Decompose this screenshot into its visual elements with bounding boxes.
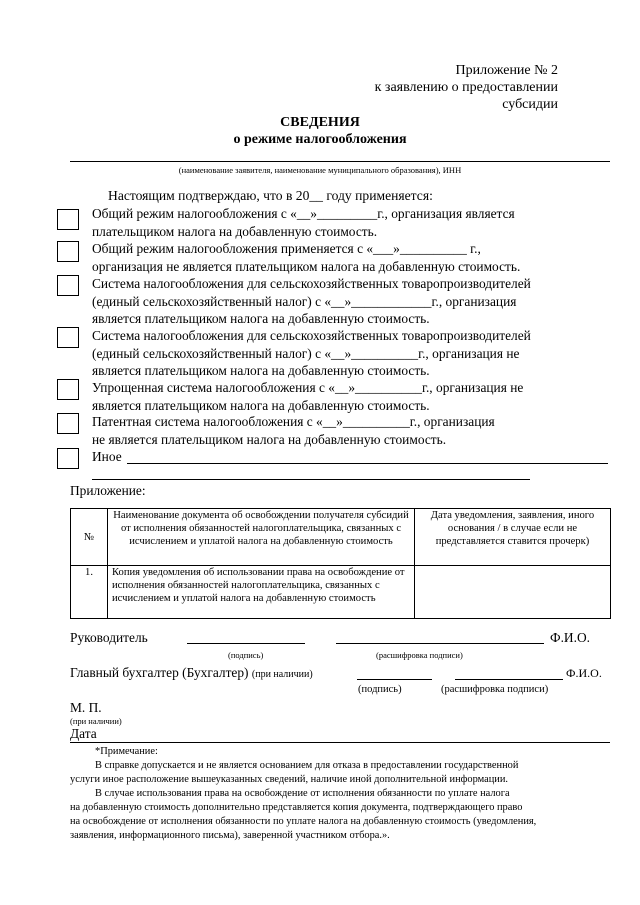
- applicant-caption: (наименование заявителя, наименование муниципального образования), ИНН: [178, 165, 462, 175]
- checkbox-general-vat-payer[interactable]: [57, 209, 79, 230]
- note-title: *Примечание:: [95, 746, 158, 757]
- note-line: заявления, информационного письма), заверенной участником отбора.».: [70, 830, 390, 841]
- option-esn-non-vat: Система налогообложения для сельскохозяйственных товаропроизводителей (единый сельскохозяйственный налог) с «__»__________г., организация не является плательщиком налога на добавленную стоимость.: [92, 328, 531, 378]
- accountant-label: Главный бухгалтер (Бухгалтер) (при наличии): [70, 665, 313, 680]
- table-row: [71, 566, 611, 619]
- head-label: Руководитель: [70, 630, 148, 645]
- option-general-vat-payer: Общий режим налогообложения с «__»_________г., организация является плательщиком налога на добавленную стоимость.: [92, 206, 515, 239]
- checkbox-esn-non-vat[interactable]: [57, 327, 79, 348]
- option-general-non-vat: Общий режим налогообложения применяется с «___»__________ г., организация не является плательщиком налога на добавленную стоимость.: [92, 241, 521, 274]
- table-header-row: [71, 509, 611, 566]
- date-label: Дата: [70, 726, 97, 741]
- annex-subject: субсидии: [502, 97, 558, 112]
- head-fio-label: Ф.И.О.: [550, 630, 590, 645]
- note-line: на добавленную стоимость дополнительно представляется копия документа, подтверждающего право: [70, 802, 523, 813]
- accountant-decoding-line[interactable]: [455, 679, 563, 680]
- col-header-date: Дата уведомления, заявления, иного основания / в случае если не представляется ставится прочерк): [415, 509, 611, 566]
- row-document: Копия уведомления об использовании права на освобождение от исполнения обязанностей налогоплательщика, связанных с исчислением и уплатой налога на добавленную стоимость: [108, 566, 415, 619]
- intro-text: Настоящим подтверждаю, что в 20__ году применяется:: [108, 188, 433, 203]
- applicant-line[interactable]: [70, 161, 610, 162]
- note-line: услуги иное расположение вышеуказанных сведений, наличие иной дополнительной информации.: [70, 774, 509, 785]
- head-signature-line[interactable]: [187, 643, 305, 644]
- document-subtitle: о режиме налогообложения: [233, 132, 407, 147]
- document-title: СВЕДЕНИЯ: [280, 115, 360, 130]
- row-number: 1.: [71, 566, 108, 619]
- attachment-label: Приложение:: [70, 483, 146, 498]
- option-esn-vat-payer: Система налогообложения для сельскохозяйственных товаропроизводителей (единый сельскохозяйственный налог) с «__»____________г., организация является плательщиком налога на добавленную стоимость.: [92, 276, 531, 326]
- checkbox-esn-vat-payer[interactable]: [57, 275, 79, 296]
- row-date[interactable]: [415, 566, 611, 619]
- col-header-document: Наименование документа об освобождении получателя субсидий от исполнения обязанностей налогоплательщика, связанных с исчислением и уплатой налога на добавленную стоимость: [108, 509, 415, 566]
- option-usn-non-vat: Упрощенная система налогообложения с «__»__________г., организация не является плательщиком налога на добавленную стоимость.: [92, 380, 524, 413]
- note-line: В справке допускается и не является основанием для отказа в предоставлении государственной: [95, 760, 519, 771]
- checkbox-other[interactable]: [57, 448, 79, 469]
- stamp-caption: (при наличии): [70, 716, 122, 726]
- date-line[interactable]: [70, 742, 610, 743]
- stamp-label: М. П.: [70, 700, 102, 715]
- accountant-fio-label: Ф.И.О.: [566, 666, 602, 680]
- annex-ref: к заявлению о предоставлении: [374, 80, 558, 95]
- checkbox-patent-non-vat[interactable]: [57, 413, 79, 434]
- checkbox-general-non-vat[interactable]: [57, 241, 79, 262]
- head-decoding-caption: (расшифровка подписи): [376, 650, 463, 660]
- annex-number: Приложение № 2: [455, 63, 558, 78]
- note-line: на освобождение от исполнения обязанности по уплате налога на добавленную стоимость (уведомления,: [70, 816, 537, 827]
- other-input-line-2[interactable]: [92, 479, 530, 480]
- accountant-decoding-caption: (расшифровка подписи): [441, 684, 549, 695]
- accountant-signature-caption: (подпись): [358, 684, 402, 695]
- col-header-number: №: [71, 509, 108, 566]
- other-input-line[interactable]: [127, 463, 608, 464]
- option-other-label: Иное: [92, 449, 122, 464]
- accountant-signature-line[interactable]: [357, 679, 432, 680]
- option-patent-non-vat: Патентная система налогообложения с «__»__________г., организация не является плательщиком налога на добавленную стоимость.: [92, 414, 495, 447]
- head-signature-caption: (подпись): [228, 650, 264, 660]
- note-line: В случае использования права на освобождение от исполнения обязанности по уплате налога: [95, 788, 510, 799]
- checkbox-usn-non-vat[interactable]: [57, 379, 79, 400]
- head-decoding-line[interactable]: [336, 643, 544, 644]
- attachment-table: [70, 508, 611, 619]
